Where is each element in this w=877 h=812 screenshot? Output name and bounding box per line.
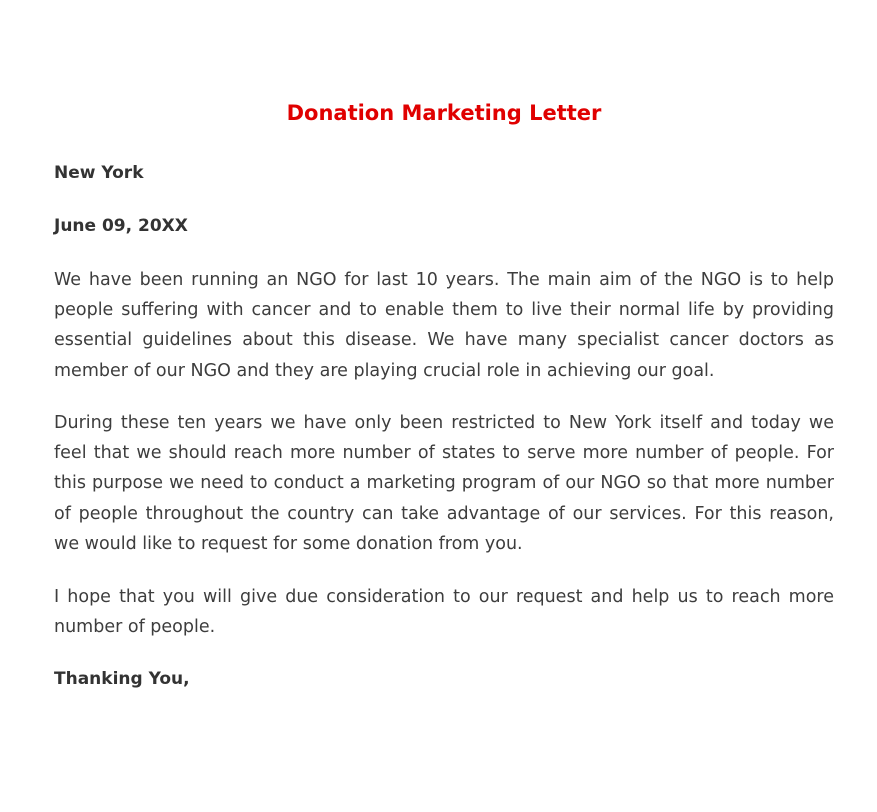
letter-page (54, 0, 834, 812)
closing-salutation: Thanking You, (54, 669, 190, 689)
letter-title: Donation Marketing Letter (286, 101, 602, 125)
body-paragraph-2: During these ten years we have only been restricted to New York itself and today we feel that we should reach more number of states to serve more number of people. For this purpose we need to conduct a marketing program of our NGO so that more number of people throughout the country can take advantage of our services. For this reason, we would like to request for some donation from you. (54, 413, 834, 554)
body-paragraph-3: I hope that you will give due consideration to our request and help us to reach more number of people. (54, 587, 834, 638)
letter-date: June 09, 20XX (54, 216, 188, 236)
sender-city: New York (54, 163, 144, 183)
body-paragraph-1: We have been running an NGO for last 10 years. The main aim of the NGO is to help people suffering with cancer and to enable them to live their normal life by providing essential guidelines about this disease. We have many specialist cancer doctors as member of our NGO and they are playing crucial role in achieving our goal. (54, 270, 834, 381)
